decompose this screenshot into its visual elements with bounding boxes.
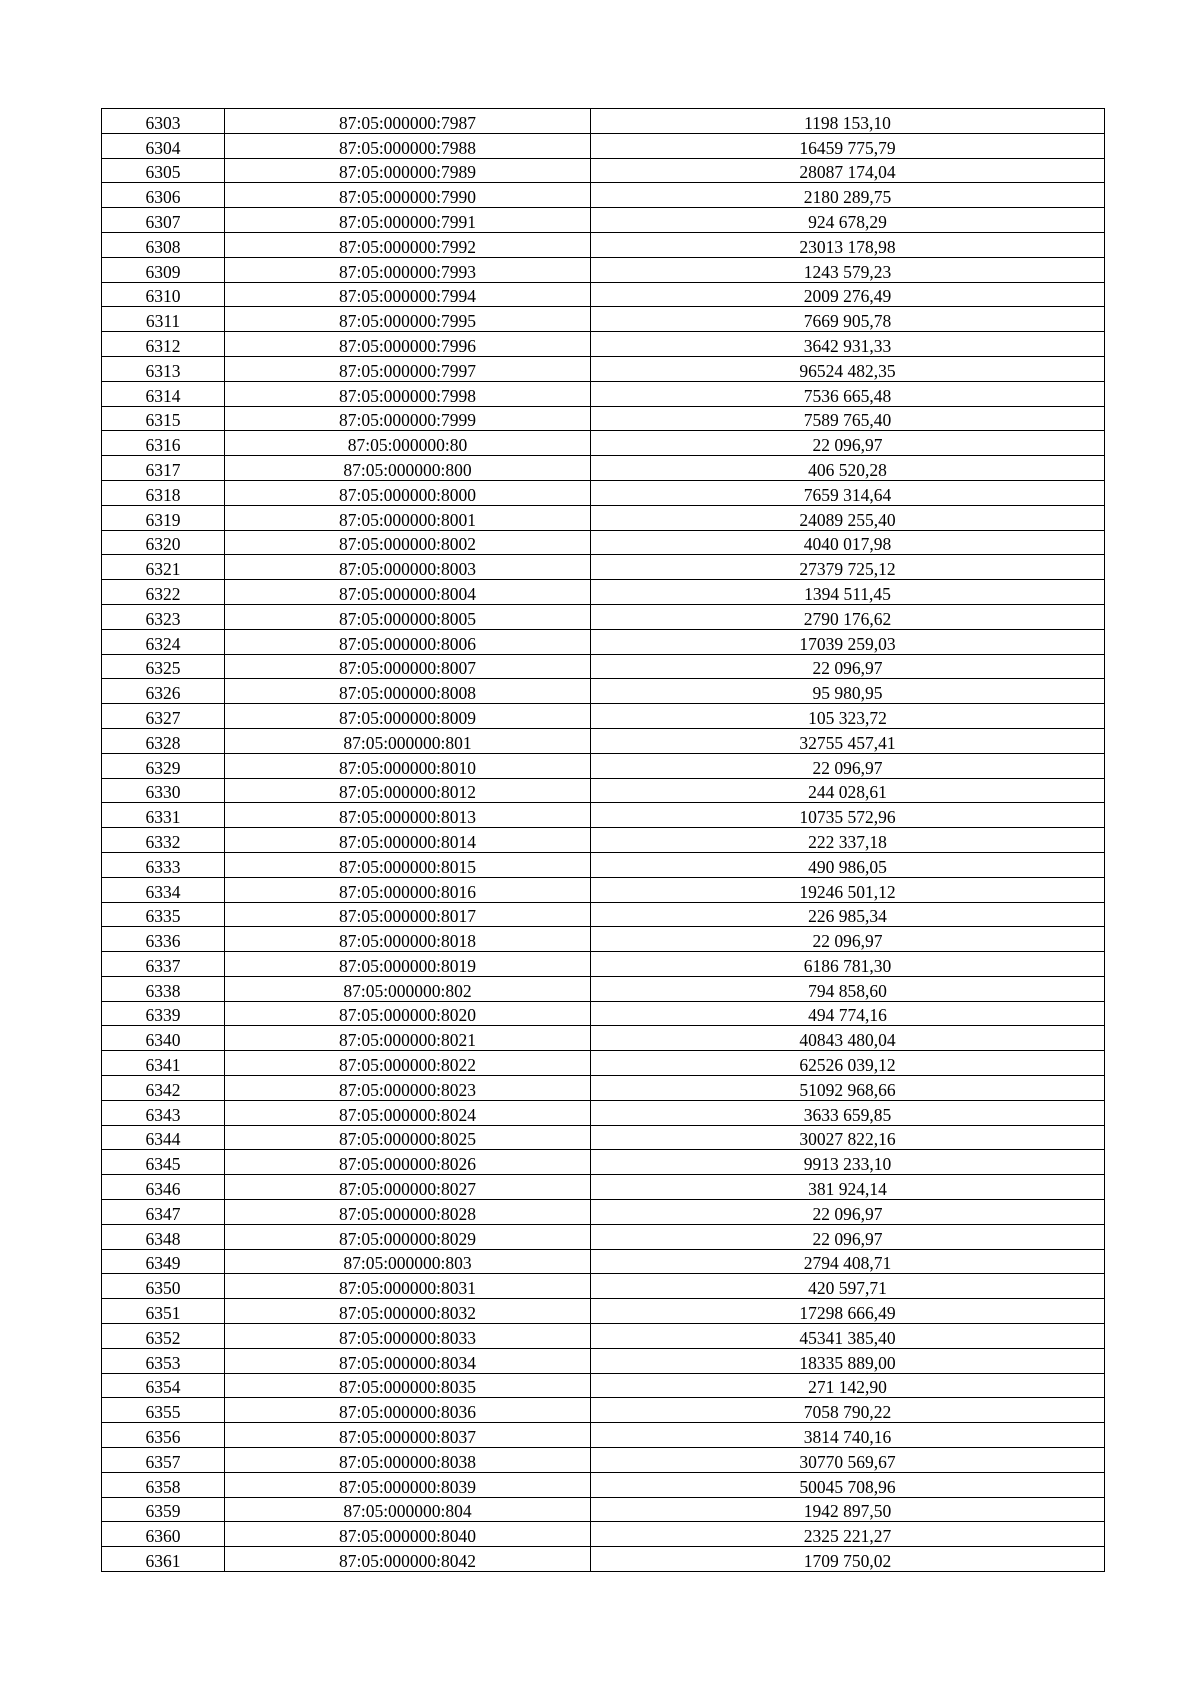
table-row [102,728,1105,753]
cadastral-value-cell: 1198 153,10 [591,109,1105,134]
cadastral-number-cell: 87:05:000000:8000 [225,480,591,505]
table-row [102,976,1105,1001]
cadastral-number-cell: 87:05:000000:8010 [225,753,591,778]
cadastral-value-cell: 22 096,97 [591,1224,1105,1249]
row-number-cell: 6326 [102,679,225,704]
cadastral-number-cell: 87:05:000000:8036 [225,1398,591,1423]
cadastral-number-cell: 87:05:000000:803 [225,1249,591,1274]
table-row [102,704,1105,729]
table-row [102,679,1105,704]
cadastral-value-cell: 2790 176,62 [591,604,1105,629]
table-row [102,580,1105,605]
table-row [102,406,1105,431]
cadastral-number-cell: 87:05:000000:8009 [225,704,591,729]
cadastral-value-cell: 96524 482,35 [591,356,1105,381]
cadastral-number-cell: 87:05:000000:7990 [225,183,591,208]
cadastral-value-cell: 22 096,97 [591,927,1105,952]
row-number-cell: 6340 [102,1026,225,1051]
table-row [102,1373,1105,1398]
table-row [102,505,1105,530]
row-number-cell: 6336 [102,927,225,952]
row-number-cell: 6305 [102,158,225,183]
row-number-cell: 6312 [102,332,225,357]
cadastral-number-cell: 87:05:000000:7997 [225,356,591,381]
row-number-cell: 6304 [102,133,225,158]
cadastral-number-cell: 87:05:000000:7989 [225,158,591,183]
table-row [102,1076,1105,1101]
cadastral-value-cell: 7058 790,22 [591,1398,1105,1423]
cadastral-number-cell: 87:05:000000:801 [225,728,591,753]
table-row [102,381,1105,406]
cadastral-number-cell: 87:05:000000:802 [225,976,591,1001]
row-number-cell: 6345 [102,1150,225,1175]
table-row [102,1051,1105,1076]
table-row [102,1100,1105,1125]
row-number-cell: 6317 [102,456,225,481]
cadastral-value-cell: 40843 480,04 [591,1026,1105,1051]
cadastral-value-cell: 105 323,72 [591,704,1105,729]
row-number-cell: 6348 [102,1224,225,1249]
row-number-cell: 6360 [102,1522,225,1547]
row-number-cell: 6320 [102,530,225,555]
table-row [102,852,1105,877]
table-row [102,1448,1105,1473]
row-number-cell: 6338 [102,976,225,1001]
cadastral-number-cell: 87:05:000000:8016 [225,877,591,902]
cadastral-value-cell: 406 520,28 [591,456,1105,481]
row-number-cell: 6321 [102,555,225,580]
table-row [102,257,1105,282]
row-number-cell: 6315 [102,406,225,431]
row-number-cell: 6361 [102,1547,225,1572]
row-number-cell: 6358 [102,1472,225,1497]
cadastral-value-cell: 3814 740,16 [591,1423,1105,1448]
row-number-cell: 6329 [102,753,225,778]
table-row [102,778,1105,803]
table-row [102,530,1105,555]
row-number-cell: 6349 [102,1249,225,1274]
cadastral-value-cell: 22 096,97 [591,1200,1105,1225]
row-number-cell: 6355 [102,1398,225,1423]
table-row [102,1348,1105,1373]
table-row [102,431,1105,456]
cadastral-value-cell: 22 096,97 [591,654,1105,679]
cadastral-value-cell: 62526 039,12 [591,1051,1105,1076]
cadastral-value-cell: 2009 276,49 [591,282,1105,307]
cadastral-number-cell: 87:05:000000:8014 [225,828,591,853]
row-number-cell: 6343 [102,1100,225,1125]
row-number-cell: 6310 [102,282,225,307]
cadastral-value-cell: 494 774,16 [591,1001,1105,1026]
row-number-cell: 6350 [102,1274,225,1299]
table-row [102,803,1105,828]
row-number-cell: 6357 [102,1448,225,1473]
cadastral-value-cell: 794 858,60 [591,976,1105,1001]
cadastral-value-cell: 51092 968,66 [591,1076,1105,1101]
cadastral-number-cell: 87:05:000000:8027 [225,1175,591,1200]
table-row [102,1398,1105,1423]
cadastral-number-cell: 87:05:000000:8037 [225,1423,591,1448]
cadastral-number-cell: 87:05:000000:7988 [225,133,591,158]
table-row [102,1299,1105,1324]
table-row [102,183,1105,208]
cadastral-value-cell: 24089 255,40 [591,505,1105,530]
cadastral-number-cell: 87:05:000000:8012 [225,778,591,803]
cadastral-number-cell: 87:05:000000:8042 [225,1547,591,1572]
table-row [102,456,1105,481]
cadastral-number-cell: 87:05:000000:8017 [225,902,591,927]
cadastral-number-cell: 87:05:000000:8020 [225,1001,591,1026]
table-row [102,629,1105,654]
cadastral-value-cell: 7589 765,40 [591,406,1105,431]
cadastral-value-cell: 271 142,90 [591,1373,1105,1398]
cadastral-number-cell: 87:05:000000:8026 [225,1150,591,1175]
row-number-cell: 6328 [102,728,225,753]
cadastral-number-cell: 87:05:000000:8025 [225,1125,591,1150]
table-row [102,109,1105,134]
table-row [102,877,1105,902]
cadastral-value-cell: 3642 931,33 [591,332,1105,357]
cadastral-value-cell: 381 924,14 [591,1175,1105,1200]
row-number-cell: 6314 [102,381,225,406]
cadastral-number-cell: 87:05:000000:7999 [225,406,591,431]
cadastral-value-cell: 30027 822,16 [591,1125,1105,1150]
cadastral-value-cell: 7659 314,64 [591,480,1105,505]
table-row [102,1522,1105,1547]
cadastral-value-cell: 3633 659,85 [591,1100,1105,1125]
table-row [102,1150,1105,1175]
row-number-cell: 6334 [102,877,225,902]
table-row [102,1125,1105,1150]
cadastral-value-cell: 226 985,34 [591,902,1105,927]
cadastral-number-cell: 87:05:000000:80 [225,431,591,456]
table-row [102,1200,1105,1225]
cadastral-value-cell: 17039 259,03 [591,629,1105,654]
cadastral-value-cell: 1942 897,50 [591,1497,1105,1522]
row-number-cell: 6327 [102,704,225,729]
table-row [102,1547,1105,1572]
table-row [102,952,1105,977]
row-number-cell: 6339 [102,1001,225,1026]
row-number-cell: 6318 [102,480,225,505]
row-number-cell: 6307 [102,208,225,233]
table-row [102,828,1105,853]
cadastral-number-cell: 87:05:000000:7998 [225,381,591,406]
cadastral-number-cell: 87:05:000000:8019 [225,952,591,977]
cadastral-number-cell: 87:05:000000:7992 [225,232,591,257]
cadastral-number-cell: 87:05:000000:8007 [225,654,591,679]
cadastral-number-cell: 87:05:000000:8040 [225,1522,591,1547]
table-row [102,1472,1105,1497]
cadastral-number-cell: 87:05:000000:8023 [225,1076,591,1101]
cadastral-value-cell: 22 096,97 [591,431,1105,456]
cadastral-number-cell: 87:05:000000:8004 [225,580,591,605]
cadastral-number-cell: 87:05:000000:8002 [225,530,591,555]
cadastral-value-cell: 924 678,29 [591,208,1105,233]
cadastral-number-cell: 87:05:000000:7995 [225,307,591,332]
cadastral-number-cell: 87:05:000000:8021 [225,1026,591,1051]
row-number-cell: 6313 [102,356,225,381]
cadastral-value-cell: 490 986,05 [591,852,1105,877]
cadastral-number-cell: 87:05:000000:8028 [225,1200,591,1225]
table-row [102,158,1105,183]
cadastral-value-cell: 4040 017,98 [591,530,1105,555]
cadastral-number-cell: 87:05:000000:8032 [225,1299,591,1324]
table-row [102,208,1105,233]
row-number-cell: 6347 [102,1200,225,1225]
table-row [102,282,1105,307]
table-row [102,1026,1105,1051]
row-number-cell: 6322 [102,580,225,605]
cadastral-number-cell: 87:05:000000:7996 [225,332,591,357]
cadastral-value-cell: 32755 457,41 [591,728,1105,753]
table-row [102,555,1105,580]
cadastral-value-cell: 30770 569,67 [591,1448,1105,1473]
table-row [102,1274,1105,1299]
table-row [102,927,1105,952]
row-number-cell: 6344 [102,1125,225,1150]
cadastral-value-cell: 7669 905,78 [591,307,1105,332]
cadastral-number-cell: 87:05:000000:7991 [225,208,591,233]
row-number-cell: 6330 [102,778,225,803]
table-row [102,1497,1105,1522]
cadastral-number-cell: 87:05:000000:8008 [225,679,591,704]
cadastral-value-table [101,108,1105,1572]
row-number-cell: 6341 [102,1051,225,1076]
cadastral-value-cell: 18335 889,00 [591,1348,1105,1373]
cadastral-number-cell: 87:05:000000:8033 [225,1324,591,1349]
cadastral-value-cell: 420 597,71 [591,1274,1105,1299]
row-number-cell: 6319 [102,505,225,530]
row-number-cell: 6346 [102,1175,225,1200]
cadastral-value-cell: 222 337,18 [591,828,1105,853]
cadastral-value-cell: 28087 174,04 [591,158,1105,183]
row-number-cell: 6335 [102,902,225,927]
cadastral-value-cell: 1394 511,45 [591,580,1105,605]
row-number-cell: 6337 [102,952,225,977]
row-number-cell: 6316 [102,431,225,456]
table-body [102,109,1105,1572]
row-number-cell: 6325 [102,654,225,679]
cadastral-number-cell: 87:05:000000:804 [225,1497,591,1522]
row-number-cell: 6303 [102,109,225,134]
table-row [102,604,1105,629]
table-row [102,654,1105,679]
row-number-cell: 6351 [102,1299,225,1324]
cadastral-number-cell: 87:05:000000:7993 [225,257,591,282]
table-row [102,753,1105,778]
cadastral-value-cell: 244 028,61 [591,778,1105,803]
cadastral-number-cell: 87:05:000000:800 [225,456,591,481]
cadastral-number-cell: 87:05:000000:8039 [225,1472,591,1497]
cadastral-value-cell: 22 096,97 [591,753,1105,778]
cadastral-number-cell: 87:05:000000:8024 [225,1100,591,1125]
table-row [102,1324,1105,1349]
table-row [102,332,1105,357]
cadastral-number-cell: 87:05:000000:8022 [225,1051,591,1076]
cadastral-number-cell: 87:05:000000:8013 [225,803,591,828]
cadastral-value-cell: 6186 781,30 [591,952,1105,977]
cadastral-number-cell: 87:05:000000:8035 [225,1373,591,1398]
row-number-cell: 6306 [102,183,225,208]
row-number-cell: 6308 [102,232,225,257]
cadastral-value-cell: 17298 666,49 [591,1299,1105,1324]
row-number-cell: 6323 [102,604,225,629]
table-row [102,133,1105,158]
row-number-cell: 6324 [102,629,225,654]
table-row [102,1175,1105,1200]
row-number-cell: 6353 [102,1348,225,1373]
table-row [102,307,1105,332]
cadastral-number-cell: 87:05:000000:8031 [225,1274,591,1299]
cadastral-number-cell: 87:05:000000:7994 [225,282,591,307]
row-number-cell: 6331 [102,803,225,828]
table-row [102,356,1105,381]
cadastral-value-cell: 16459 775,79 [591,133,1105,158]
cadastral-value-cell: 1709 750,02 [591,1547,1105,1572]
cadastral-value-cell: 2325 221,27 [591,1522,1105,1547]
cadastral-number-cell: 87:05:000000:7987 [225,109,591,134]
cadastral-number-cell: 87:05:000000:8015 [225,852,591,877]
cadastral-value-cell: 2794 408,71 [591,1249,1105,1274]
row-number-cell: 6354 [102,1373,225,1398]
table-row [102,232,1105,257]
cadastral-value-cell: 27379 725,12 [591,555,1105,580]
cadastral-value-cell: 23013 178,98 [591,232,1105,257]
cadastral-value-cell: 10735 572,96 [591,803,1105,828]
cadastral-number-cell: 87:05:000000:8003 [225,555,591,580]
cadastral-number-cell: 87:05:000000:8001 [225,505,591,530]
cadastral-value-cell: 50045 708,96 [591,1472,1105,1497]
cadastral-number-cell: 87:05:000000:8029 [225,1224,591,1249]
cadastral-value-cell: 7536 665,48 [591,381,1105,406]
cadastral-value-cell: 19246 501,12 [591,877,1105,902]
table-row [102,1423,1105,1448]
cadastral-value-cell: 45341 385,40 [591,1324,1105,1349]
table-row [102,1249,1105,1274]
row-number-cell: 6356 [102,1423,225,1448]
row-number-cell: 6359 [102,1497,225,1522]
row-number-cell: 6311 [102,307,225,332]
row-number-cell: 6352 [102,1324,225,1349]
cadastral-number-cell: 87:05:000000:8006 [225,629,591,654]
cadastral-value-cell: 95 980,95 [591,679,1105,704]
row-number-cell: 6332 [102,828,225,853]
cadastral-number-cell: 87:05:000000:8018 [225,927,591,952]
cadastral-value-cell: 9913 233,10 [591,1150,1105,1175]
row-number-cell: 6333 [102,852,225,877]
cadastral-number-cell: 87:05:000000:8034 [225,1348,591,1373]
cadastral-value-cell: 1243 579,23 [591,257,1105,282]
table-row [102,902,1105,927]
table-row [102,1224,1105,1249]
table-row [102,480,1105,505]
row-number-cell: 6309 [102,257,225,282]
row-number-cell: 6342 [102,1076,225,1101]
cadastral-number-cell: 87:05:000000:8038 [225,1448,591,1473]
cadastral-value-cell: 2180 289,75 [591,183,1105,208]
cadastral-number-cell: 87:05:000000:8005 [225,604,591,629]
table-row [102,1001,1105,1026]
